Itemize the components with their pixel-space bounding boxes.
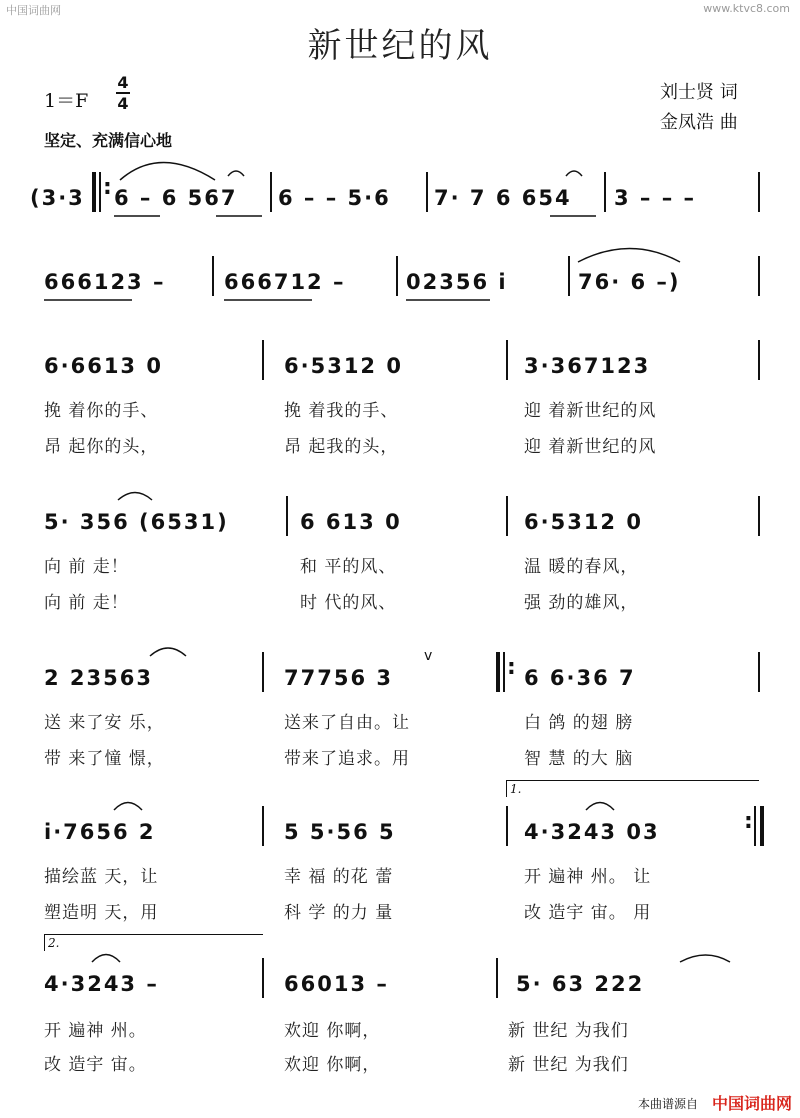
- line6-lyrics1-m2: 幸 福 的花 蕾: [284, 867, 394, 887]
- line5-lyrics1-m1: 送 来了安 乐，: [44, 713, 165, 733]
- line1-measure4-notes: 7· 7 6 654: [434, 186, 572, 210]
- watermark-left: 中国词曲网: [6, 4, 61, 17]
- slur: [114, 803, 142, 811]
- line2-measure3-notes: 02356 i: [406, 270, 508, 294]
- line1-measure3-notes: 6 – – 5·6: [278, 186, 391, 210]
- line5-lyrics2-m3: 智 慧 的大 脑: [524, 749, 634, 769]
- fermata-arc: [566, 171, 582, 176]
- line4-lyrics1-m3: 温 暖的春风，: [524, 557, 639, 577]
- breath-mark: v: [424, 648, 433, 664]
- line5-lyrics1-m2: 送来了自由。让: [284, 713, 410, 733]
- slur: [680, 955, 730, 962]
- line3-lyrics1-m3: 迎 着新世纪的风: [524, 401, 657, 421]
- line7-lyrics1-m3: 新 世纪 为我们: [508, 1021, 629, 1041]
- line7-lyrics2-m2: 欢迎 你啊，: [284, 1055, 381, 1075]
- composer-credit: 金凤浩 曲: [660, 112, 738, 133]
- line5-measure3-notes: 6 6·36 7: [524, 666, 636, 690]
- slur: [118, 493, 152, 501]
- repeat-dots: :: [103, 175, 112, 200]
- line7-lyrics2-m3: 新 世纪 为我们: [508, 1055, 629, 1075]
- line6-lyrics1-m1: 描绘蓝 天，让: [44, 867, 159, 887]
- slur: [578, 249, 680, 263]
- line2-measure1-notes: 666123 –: [44, 270, 166, 294]
- slur: [92, 955, 120, 963]
- line3-measure1-notes: 6·6613 0: [44, 354, 163, 378]
- key-signature: 1＝F: [44, 90, 89, 112]
- line4-lyrics2-m3: 强 劲的雄风，: [524, 593, 639, 613]
- line7-measure3-notes: 5· 63 222: [516, 972, 645, 996]
- line4-lyrics2-m1: 向 前 走！: [44, 593, 129, 613]
- line6-measure3-notes: 4·3243 03: [524, 820, 660, 844]
- time-signature-bottom: 4: [117, 94, 129, 113]
- line5-lyrics2-m1: 带 来了憧 憬，: [44, 749, 165, 769]
- line3-measure3-notes: 3·367123: [524, 354, 651, 378]
- fermata-arc: [228, 171, 244, 176]
- line5-lyrics2-m2: 带来了追求。用: [284, 749, 410, 769]
- line7-measure1-notes: 4·3243 –: [44, 972, 159, 996]
- footer-source: 本曲谱源自: [637, 1097, 698, 1111]
- line7-measure2-notes: 66013 –: [284, 972, 389, 996]
- line3-measure2-notes: 6·5312 0: [284, 354, 403, 378]
- line3-lyrics1-m1: 挽 着你的手、: [44, 401, 159, 421]
- line5-lyrics1-m3: 白 鸽 的翅 膀: [524, 713, 634, 733]
- line3-lyrics1-m2: 挽 着我的手、: [284, 401, 399, 421]
- line6-measure1-notes: i·7656 2: [44, 820, 156, 844]
- repeat-dots: :: [507, 655, 516, 680]
- line2-measure2-notes: 666712 –: [224, 270, 346, 294]
- lyricist-credit: 刘士贤 词: [660, 82, 738, 103]
- volta-second-label: 2.: [48, 936, 60, 950]
- footer-site: 中国词曲网: [711, 1094, 792, 1113]
- line4-lyrics1-m1: 向 前 走！: [44, 557, 129, 577]
- slur: [120, 163, 215, 181]
- line6-measure2-notes: 5 5·56 5: [284, 820, 396, 844]
- line6-lyrics2-m3: 改 造宇 宙。 用: [524, 903, 652, 923]
- time-signature-top: 4: [117, 73, 129, 92]
- watermark-right: www.ktvc8.com: [703, 2, 790, 15]
- line6-lyrics1-m3: 开 遍神 州。 让: [524, 867, 652, 887]
- line1-measure2-notes: 6 – 6 567: [114, 186, 238, 210]
- line7-lyrics1-m2: 欢迎 你啊，: [284, 1021, 381, 1041]
- line6-lyrics2-m1: 塑造明 天，用: [44, 903, 159, 923]
- line4-measure3-notes: 6·5312 0: [524, 510, 643, 534]
- line7-lyrics2-m1: 改 造宇 宙。: [44, 1055, 147, 1075]
- slur: [586, 803, 614, 811]
- tempo-marking: 坚定、充满信心地: [44, 131, 173, 150]
- line4-lyrics1-m2: 和 平的风、: [300, 557, 397, 577]
- line3-lyrics2-m3: 迎 着新世纪的风: [524, 437, 657, 457]
- song-title: 新世纪的风: [307, 26, 493, 66]
- line4-measure2-notes: 6 613 0: [300, 510, 402, 534]
- line6-lyrics2-m2: 科 学 的力 量: [284, 903, 394, 923]
- volta-first-label: 1.: [510, 782, 522, 796]
- line1-measure5-notes: 3 – – –: [614, 186, 697, 210]
- line4-measure1-notes: 5· 356 (6531): [44, 510, 229, 534]
- line1-measure1-notes: (3·3: [30, 186, 85, 210]
- line2-measure4-notes: 76· 6 –): [578, 270, 681, 294]
- line4-lyrics2-m2: 时 代的风、: [300, 593, 397, 613]
- line7-lyrics1-m1: 开 遍神 州。: [44, 1021, 147, 1041]
- line5-measure2-notes: 77756 3: [284, 666, 393, 690]
- repeat-end-dots: :: [744, 809, 753, 834]
- slur: [150, 648, 186, 656]
- line3-lyrics2-m2: 昂 起我的头，: [284, 437, 399, 457]
- line5-measure1-notes: 2 23563: [44, 666, 153, 690]
- line3-lyrics2-m1: 昂 起你的头，: [44, 437, 159, 457]
